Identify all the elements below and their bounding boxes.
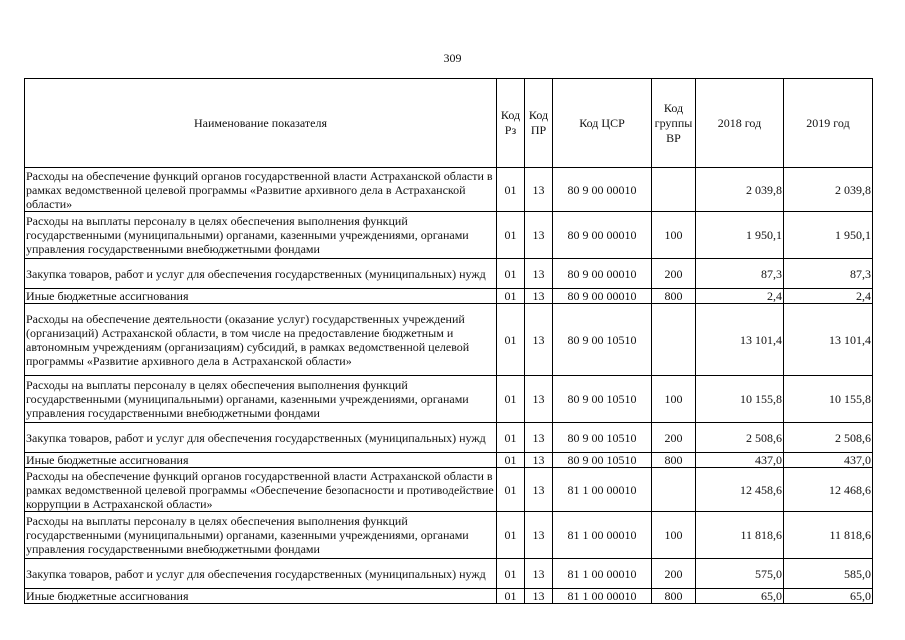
- header-2019: 2019 год: [784, 79, 873, 168]
- row-rz: 01: [497, 559, 525, 589]
- row-2018: 65,0: [696, 589, 784, 604]
- row-vr: [652, 304, 696, 376]
- row-vr: 200: [652, 259, 696, 289]
- row-name: Закупка товаров, работ и услуг для обеспечения государственных (муниципальных) нужд: [25, 423, 497, 453]
- row-vr: [652, 468, 696, 512]
- row-pr: 13: [525, 423, 553, 453]
- row-rz: 01: [497, 376, 525, 423]
- table-row: [25, 376, 873, 423]
- row-name: Закупка товаров, работ и услуг для обеспечения государственных (муниципальных) нужд: [25, 259, 497, 289]
- table-row: [25, 289, 873, 304]
- row-2019: 1 950,1: [784, 212, 873, 259]
- row-name: Расходы на выплаты персоналу в целях обеспечения выполнения функций государственными (муниципальными) органами, казенными учреждениями, органами управления государственными внебюджетными фондами: [25, 512, 497, 559]
- row-2019: 2,4: [784, 289, 873, 304]
- row-2019: 13 101,4: [784, 304, 873, 376]
- row-name: Расходы на обеспечение деятельности (оказание услуг) государственных учреждений (организаций) Астраханской области, в том числе на предоставление бюджетным и автономным учреждениям (организациям) субсидий, в рамках ведомственной целевой программы «Развитие архивного дела в Астраханской области»: [25, 304, 497, 376]
- row-2019: 585,0: [784, 559, 873, 589]
- row-2018: 1 950,1: [696, 212, 784, 259]
- row-pr: 13: [525, 512, 553, 559]
- row-name: Закупка товаров, работ и услуг для обеспечения государственных (муниципальных) нужд: [25, 559, 497, 589]
- row-2018: 12 458,6: [696, 468, 784, 512]
- row-vr: 100: [652, 512, 696, 559]
- row-rz: 01: [497, 304, 525, 376]
- row-pr: 13: [525, 468, 553, 512]
- row-vr: 800: [652, 453, 696, 468]
- row-vr: 100: [652, 376, 696, 423]
- row-name: Иные бюджетные ассигнования: [25, 289, 497, 304]
- row-csr: 80 9 00 00010: [553, 168, 652, 212]
- row-pr: 13: [525, 453, 553, 468]
- row-name: Расходы на выплаты персоналу в целях обеспечения выполнения функций государственными (муниципальными) органами, казенными учреждениями, органами управления государственными внебюджетными фондами: [25, 212, 497, 259]
- table-row: [25, 423, 873, 453]
- row-2018: 10 155,8: [696, 376, 784, 423]
- row-2019: 10 155,8: [784, 376, 873, 423]
- row-rz: 01: [497, 589, 525, 604]
- header-2018: 2018 год: [696, 79, 784, 168]
- row-vr: [652, 168, 696, 212]
- row-2019: 11 818,6: [784, 512, 873, 559]
- row-pr: 13: [525, 259, 553, 289]
- row-rz: 01: [497, 453, 525, 468]
- row-2019: 2 508,6: [784, 423, 873, 453]
- row-csr: 80 9 00 10510: [553, 304, 652, 376]
- header-pr: Код ПР: [525, 79, 553, 168]
- row-pr: 13: [525, 376, 553, 423]
- row-2019: 2 039,8: [784, 168, 873, 212]
- row-csr: 81 1 00 00010: [553, 559, 652, 589]
- budget-table: [24, 78, 873, 604]
- row-csr: 81 1 00 00010: [553, 589, 652, 604]
- row-vr: 200: [652, 423, 696, 453]
- table-row: [25, 589, 873, 604]
- row-csr: 80 9 00 10510: [553, 423, 652, 453]
- row-pr: 13: [525, 304, 553, 376]
- row-2019: 65,0: [784, 589, 873, 604]
- row-2018: 2,4: [696, 289, 784, 304]
- row-pr: 13: [525, 589, 553, 604]
- row-csr: 80 9 00 10510: [553, 453, 652, 468]
- row-csr: 80 9 00 00010: [553, 212, 652, 259]
- row-2018: 575,0: [696, 559, 784, 589]
- row-2018: 87,3: [696, 259, 784, 289]
- table-row: [25, 468, 873, 512]
- row-2019: 437,0: [784, 453, 873, 468]
- row-2018: 13 101,4: [696, 304, 784, 376]
- row-2018: 2 508,6: [696, 423, 784, 453]
- row-rz: 01: [497, 468, 525, 512]
- row-rz: 01: [497, 423, 525, 453]
- table-row: [25, 559, 873, 589]
- row-name: Иные бюджетные ассигнования: [25, 453, 497, 468]
- row-2018: 437,0: [696, 453, 784, 468]
- row-csr: 80 9 00 10510: [553, 376, 652, 423]
- header-csr: Код ЦСР: [553, 79, 652, 168]
- header-rz: Код Рз: [497, 79, 525, 168]
- row-csr: 80 9 00 00010: [553, 259, 652, 289]
- row-vr: 800: [652, 589, 696, 604]
- row-vr: 100: [652, 212, 696, 259]
- row-rz: 01: [497, 168, 525, 212]
- row-vr: 200: [652, 559, 696, 589]
- row-pr: 13: [525, 168, 553, 212]
- row-pr: 13: [525, 559, 553, 589]
- row-name: Расходы на обеспечение функций органов государственной власти Астраханской области в рамках ведомственной целевой программы «Обеспечение безопасности и противодействие коррупции в Астраханской области»: [25, 468, 497, 512]
- page-number: 309: [443, 51, 462, 65]
- table-row: [25, 259, 873, 289]
- table-row: [25, 212, 873, 259]
- row-2019: 12 468,6: [784, 468, 873, 512]
- row-csr: 80 9 00 00010: [553, 289, 652, 304]
- row-rz: 01: [497, 259, 525, 289]
- row-2018: 2 039,8: [696, 168, 784, 212]
- row-2019: 87,3: [784, 259, 873, 289]
- row-2018: 11 818,6: [696, 512, 784, 559]
- row-name: Иные бюджетные ассигнования: [25, 589, 497, 604]
- table-header-row: [25, 79, 873, 168]
- table-row: [25, 304, 873, 376]
- row-rz: 01: [497, 512, 525, 559]
- row-pr: 13: [525, 212, 553, 259]
- row-rz: 01: [497, 289, 525, 304]
- header-vr: Код группы ВР: [652, 79, 696, 168]
- row-name: Расходы на выплаты персоналу в целях обеспечения выполнения функций государственными (муниципальными) органами, казенными учреждениями, органами управления государственными внебюджетными фондами: [25, 376, 497, 423]
- row-csr: 81 1 00 00010: [553, 512, 652, 559]
- table-row: [25, 453, 873, 468]
- header-name: Наименование показателя: [25, 79, 497, 168]
- row-name: Расходы на обеспечение функций органов государственной власти Астраханской области в рамках ведомственной целевой программы «Развитие архивного дела в Астраханской области»: [25, 168, 497, 212]
- row-vr: 800: [652, 289, 696, 304]
- row-csr: 81 1 00 00010: [553, 468, 652, 512]
- table-row: [25, 512, 873, 559]
- row-pr: 13: [525, 289, 553, 304]
- row-rz: 01: [497, 212, 525, 259]
- table-row: [25, 168, 873, 212]
